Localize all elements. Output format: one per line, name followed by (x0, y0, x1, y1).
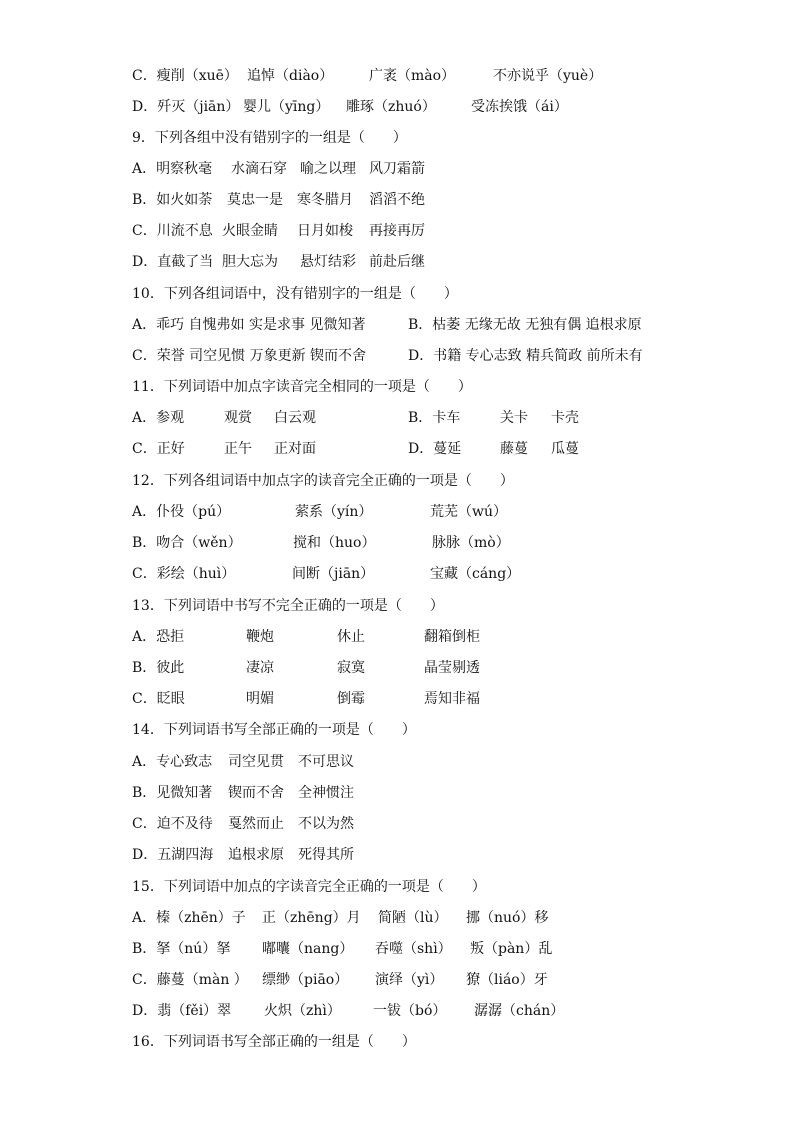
option-item: 休止 (337, 629, 365, 645)
option-item: 寂寞 (337, 660, 365, 676)
option-item: 藤蔓 (500, 441, 528, 457)
option-item: D．直截了当 (132, 254, 214, 270)
option-item: A．参观 (132, 410, 185, 426)
option-item: 婴儿（yīng） (243, 99, 330, 115)
option-item: 广袤（mào） (369, 68, 456, 84)
option-item: 受冻挨饿（ái） (471, 99, 568, 115)
option-item: 喻之以理 (300, 161, 356, 177)
option-item: 白云观 (274, 410, 316, 426)
question-text: 15．下列词语中加点的字读音完全正确的一项是（ ） (132, 879, 486, 895)
question-text: 13．下列词语中书写不完全正确的一项是（ ） (132, 598, 444, 614)
option-item: C．彩绘（huì） (132, 566, 236, 582)
option-item: 前赴后继 (369, 254, 425, 270)
question-text: 9．下列各组中没有错别字的一组是（ ） (132, 130, 407, 146)
option-item: 瓜蔓 (551, 441, 579, 457)
option-item: 晶莹剔透 (424, 660, 480, 676)
option-item: 挪（nuó）移 (466, 910, 549, 926)
option-item: 搅和（huo） (293, 535, 376, 551)
option-item: D．蔓延 (408, 441, 462, 457)
option-item: D．书籍 专心志致 精兵简政 前所未有 (408, 348, 643, 364)
option-item: 潺潺（chán） (474, 1003, 565, 1019)
option-item: 焉知非福 (424, 691, 480, 707)
option-item: D．翡（fěi）翠 (132, 1003, 232, 1019)
option-item: B．彼此 (132, 660, 185, 676)
option-item: 风刀霜箭 (369, 161, 425, 177)
option-item: 嘟囔（nang） (262, 941, 354, 957)
option-item: C．藤蔓（màn ） (132, 972, 248, 988)
option-item: 滔滔不绝 (369, 192, 425, 208)
option-item: B．如火如荼 (132, 192, 213, 208)
option-item: 观赏 (224, 410, 252, 426)
option-item: 演绎（yì） (375, 972, 444, 988)
option-item: 卡壳 (551, 410, 579, 426)
option-item: C．迫不及待 (132, 816, 213, 832)
option-item: 间断（jiān） (292, 566, 375, 582)
option-item: 寒冬腊月 (297, 192, 353, 208)
option-item: 獠（liáo）牙 (466, 972, 548, 988)
question-text: 11．下列词语中加点字读音完全相同的一项是（ ） (132, 379, 472, 395)
option-item: B．枯萎 无缘无故 无独有偶 追根求原 (408, 317, 642, 333)
option-item: A．仆役（pú） (132, 504, 231, 520)
option-item: 全神惯注 (298, 785, 354, 801)
option-item: C．荣誉 司空见惯 万象更新 锲而不舍 (132, 348, 367, 364)
option-item: 叛（pàn）乱 (470, 941, 553, 957)
option-item: 吞噬（shì） (375, 941, 452, 957)
option-item: 胆大忘为 (222, 254, 278, 270)
question-text: 12．下列各组词语中加点字的读音完全正确的一项是（ ） (132, 473, 514, 489)
option-item: 正对面 (274, 441, 316, 457)
option-item: 戛然而止 (228, 816, 284, 832)
option-item: C．川流不息 (132, 223, 213, 239)
option-item: C．正好 (132, 441, 185, 457)
option-item: B．拏（nú）拏 (132, 941, 231, 957)
option-item: 追悼（diào） (247, 68, 334, 84)
option-item: 脉脉（mò） (432, 535, 510, 551)
option-item: 正午 (224, 441, 252, 457)
option-item: 雕琢（zhuó） (346, 99, 436, 115)
option-item: 水滴石穿 (231, 161, 287, 177)
question-text: 10．下列各组词语中，没有错别字的一组是（ ） (132, 286, 458, 302)
option-item: 火炽（zhì） (264, 1003, 341, 1019)
option-item: 正（zhēng）月 (262, 910, 361, 926)
option-item: 再接再厉 (369, 223, 425, 239)
option-item: 火眼金睛 (222, 223, 278, 239)
option-item: 莫忠一是 (227, 192, 283, 208)
option-item: 翻箱倒柜 (424, 629, 480, 645)
question-text: 14．下列词语书写全部正确的一项是（ ） (132, 722, 416, 738)
option-item: C．眨眼 (132, 691, 185, 707)
option-item: B．吻合（wěn） (132, 535, 242, 551)
option-item: A．榛（zhēn）子 (132, 910, 246, 926)
option-item: 司空见贯 (228, 754, 284, 770)
option-item: 荒芜（wú） (430, 504, 507, 520)
option-item: 不亦说乎（yuè） (493, 68, 603, 84)
option-item: 悬灯结彩 (300, 254, 356, 270)
option-item: 凄凉 (246, 660, 274, 676)
question-text: 16．下列词语书写全部正确的一组是（ ） (132, 1034, 416, 1050)
option-item: A．专心致志 (132, 754, 213, 770)
option-item: A．恐拒 (132, 629, 185, 645)
option-item: A．明察秋毫 (132, 161, 213, 177)
option-item: A．乖巧 自愧弗如 实是求事 见微知著 (132, 317, 366, 333)
option-item: 明媚 (246, 691, 274, 707)
option-item: B．见微知著 (132, 785, 213, 801)
option-item: 缥缈（piāo） (262, 972, 349, 988)
option-item: 不可思议 (298, 754, 354, 770)
option-item: 死得其所 (298, 847, 354, 863)
option-item: 简陋（lù） (378, 910, 448, 926)
option-item: 宝藏（cáng） (430, 566, 521, 582)
option-item: 锲而不舍 (228, 785, 284, 801)
option-item: D．五湖四海 (132, 847, 214, 863)
option-item: 倒霉 (337, 691, 365, 707)
option-item: D．歼灭（jiān） (132, 99, 240, 115)
option-item: 一钹（bó） (373, 1003, 447, 1019)
option-item: 萦系（yín） (295, 504, 373, 520)
option-item: 不以为然 (298, 816, 354, 832)
option-item: 追根求原 (228, 847, 284, 863)
option-item: 日月如梭 (297, 223, 353, 239)
option-item: C．瘦削（xuē） (132, 68, 238, 84)
option-item: 鞭炮 (246, 629, 274, 645)
option-item: 关卡 (500, 410, 528, 426)
option-item: B．卡车 (408, 410, 461, 426)
